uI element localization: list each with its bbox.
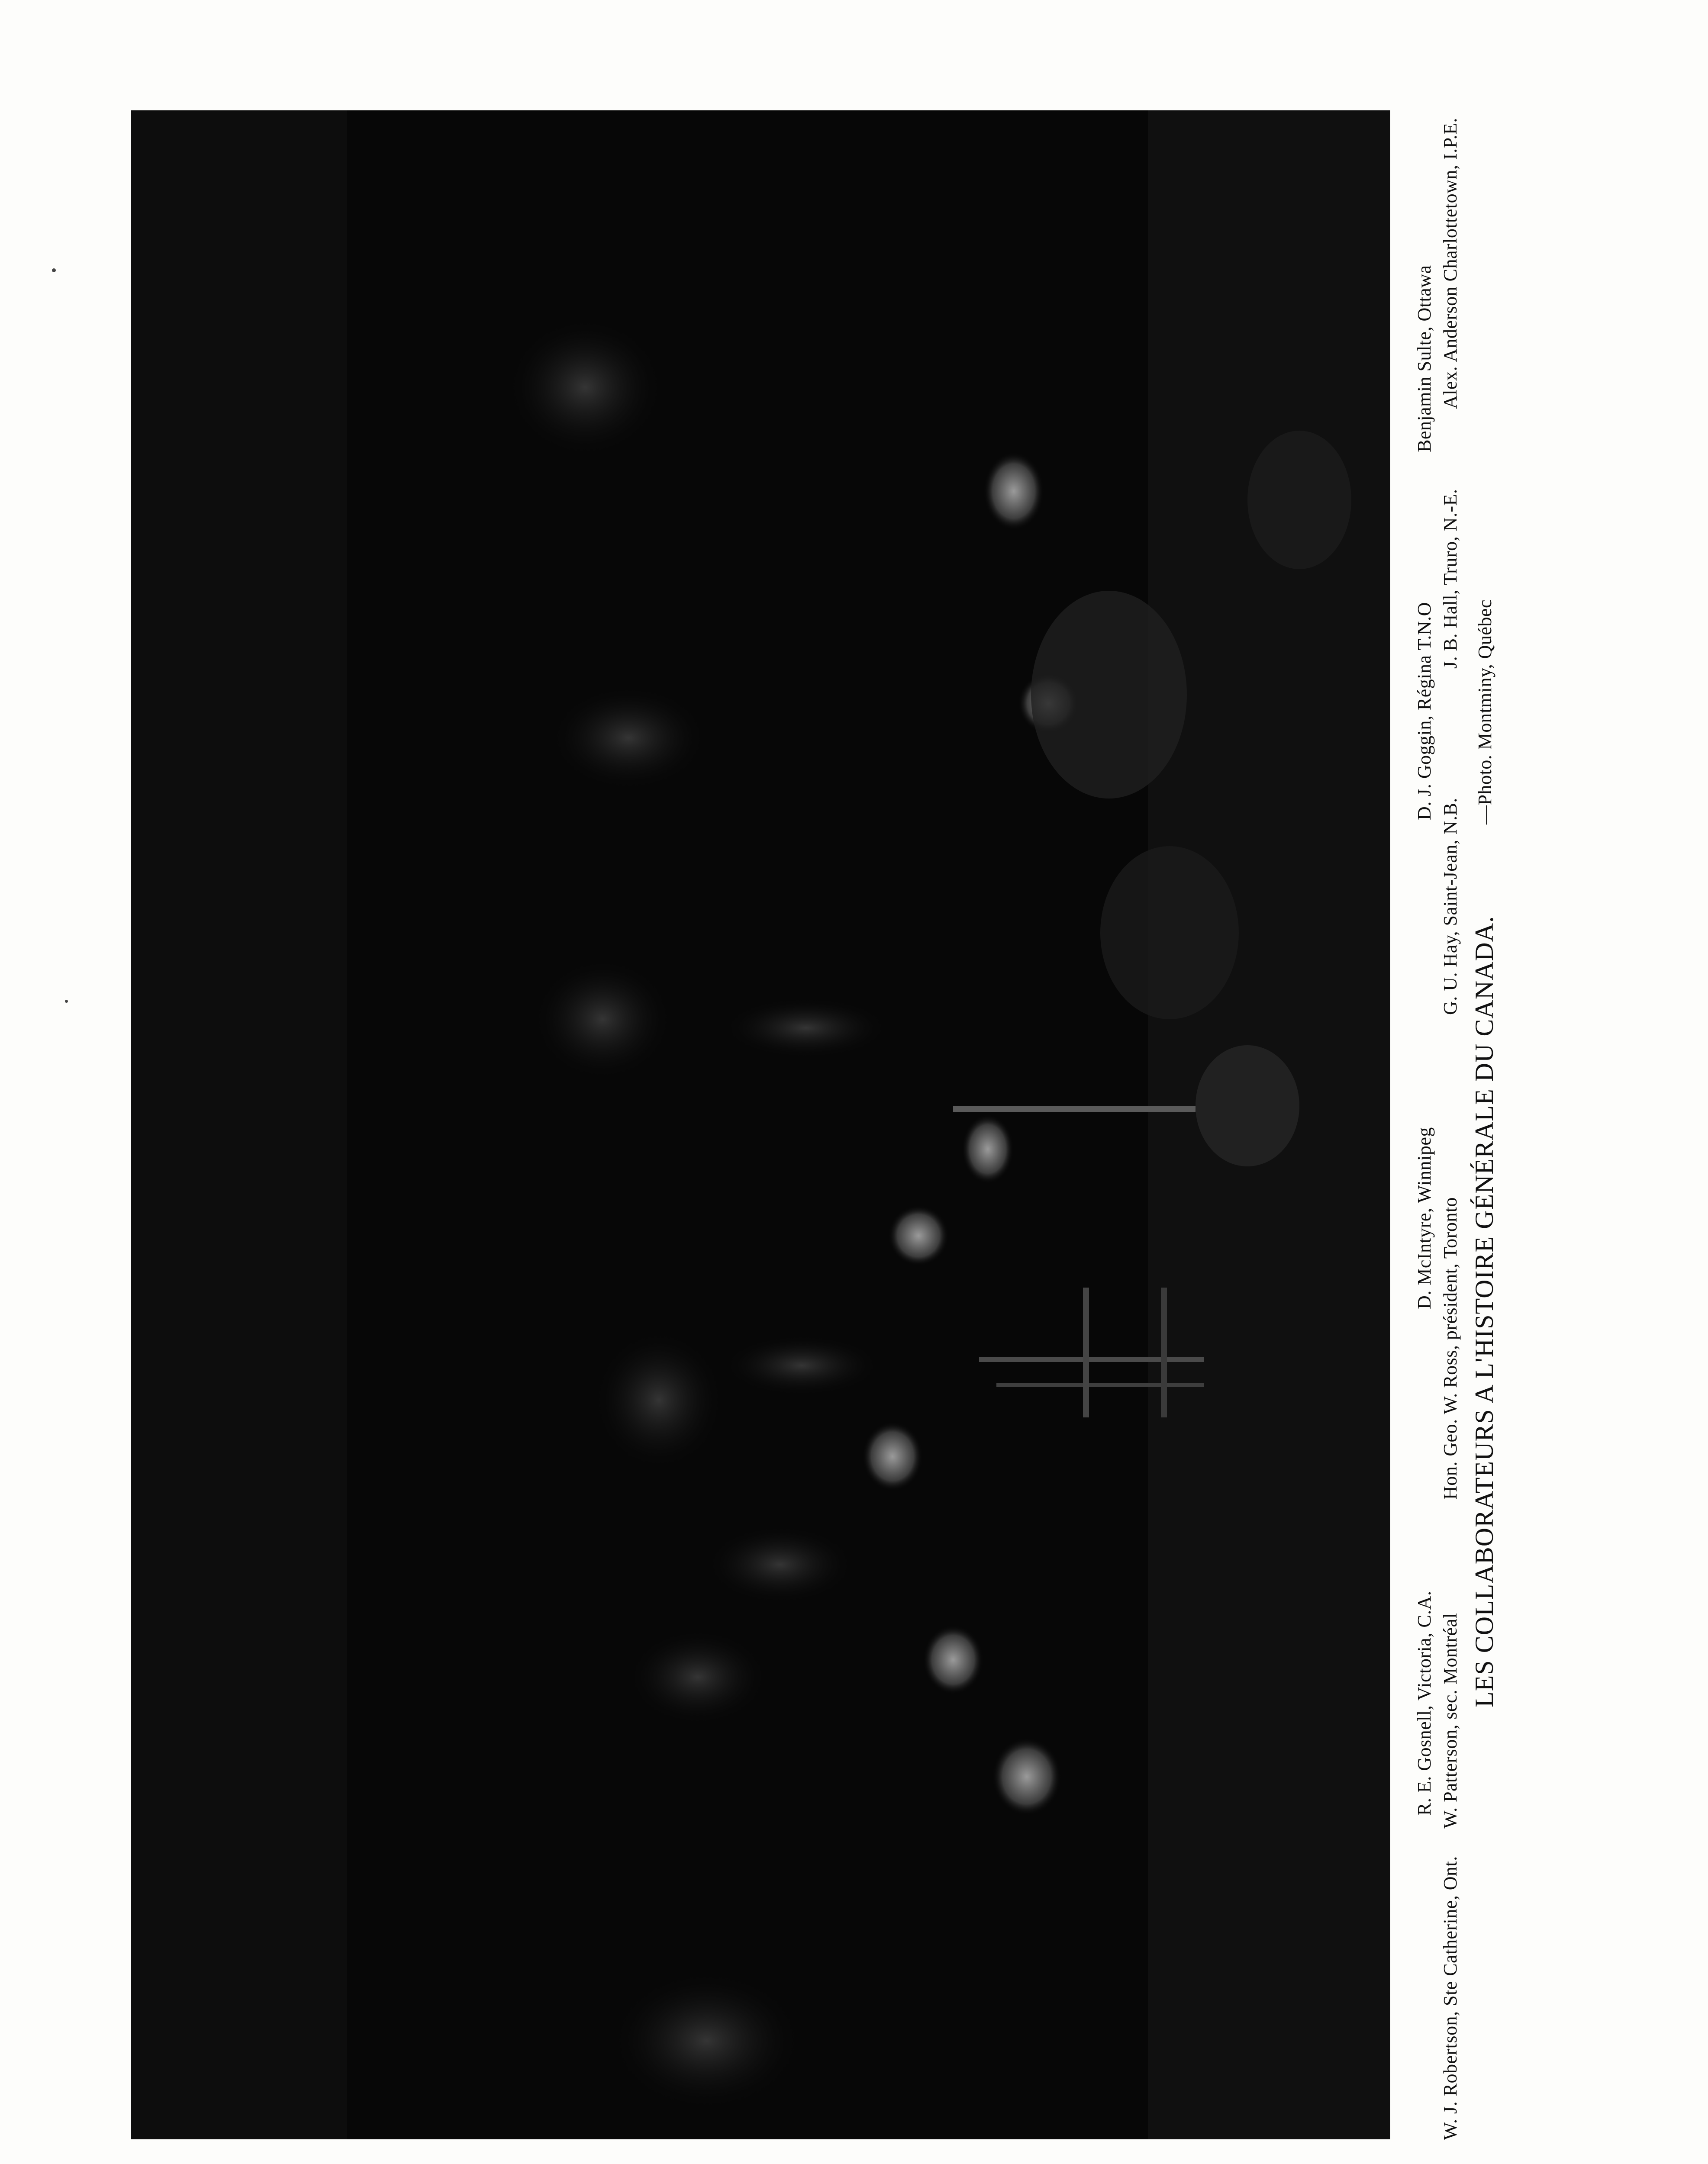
group-photograph [131, 110, 1390, 2139]
caption-name: W. J. Robertson, Ste Catherine, Ont. [1440, 1856, 1461, 2140]
photo-credit: —Photo. Montminy, Québec [1474, 599, 1495, 824]
caption-name: R. E. Gosnell, Victoria, C.A. [1414, 1591, 1435, 1816]
caption-name: Alex. Anderson Charlottetown, I.P.E. [1440, 117, 1461, 409]
paper-speck [65, 1000, 68, 1003]
caption-name: Hon. Geo. W. Ross, président, Toronto [1440, 1197, 1461, 1500]
caption-name: Benjamin Sulte, Ottawa [1414, 265, 1435, 452]
caption-name: J. B. Hall, Truro, N.-E. [1440, 489, 1461, 669]
caption-name: D. J. Goggin, Régina T.N.O [1414, 602, 1435, 820]
caption-name: G. U. Hay, Saint-Jean, N.B. [1440, 798, 1461, 1015]
caption-title: LES COLLABORATEURS A L'HISTOIRE GÉNÉRALE DU CANADA. [1470, 915, 1499, 1707]
photograph-halftone [131, 110, 1390, 2139]
caption-name: D. McIntyre, Winnipeg [1414, 1127, 1435, 1309]
caption-name: W. Patterson, sec. Montréal [1440, 1613, 1461, 1829]
paper-speck [52, 268, 56, 272]
